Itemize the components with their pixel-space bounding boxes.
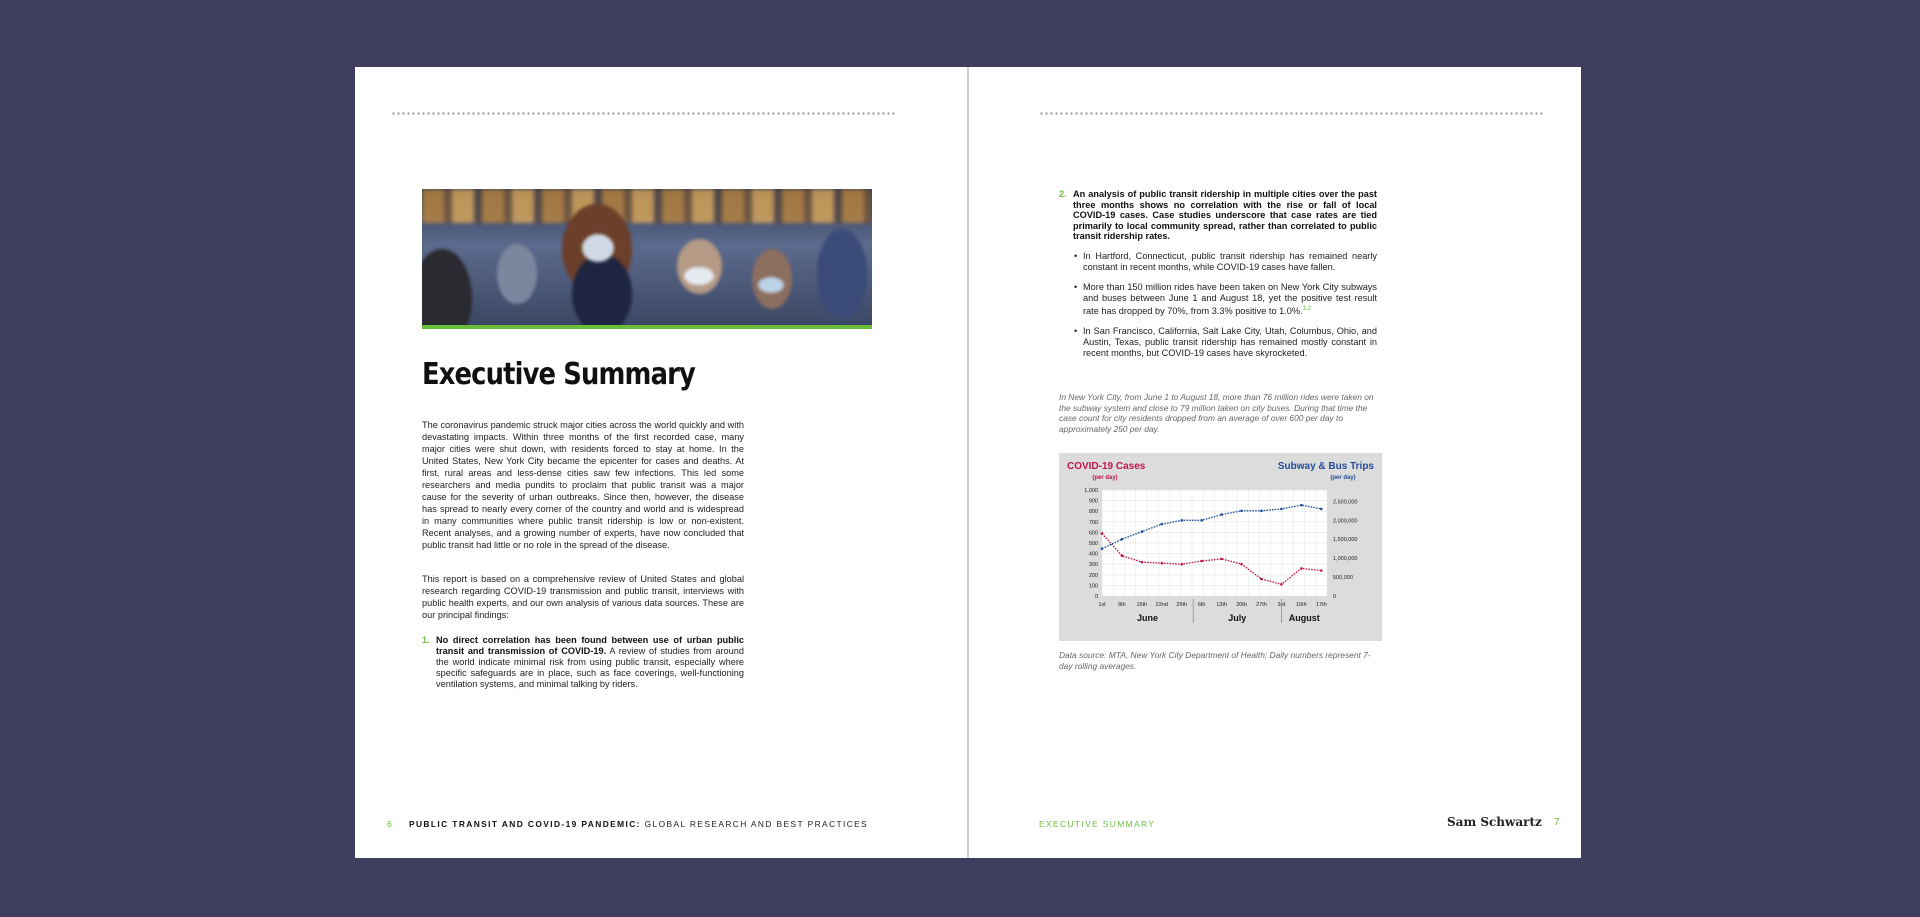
x-tick-label: 6th xyxy=(1197,602,1206,608)
page-number: 6 xyxy=(387,819,394,829)
data-point-cases xyxy=(1220,558,1223,561)
y-left-tick-label: 300 xyxy=(1088,562,1098,569)
document-spread xyxy=(355,67,1581,858)
chart-title-right: Subway & Bus Trips xyxy=(1277,461,1374,472)
data-point-trips xyxy=(1260,510,1263,513)
data-point-trips xyxy=(1240,510,1243,513)
bullet-item: • In Hartford, Connecticut, public transit ridership has remained nearly constant in recent months, while COVID-19 cases have fallen. xyxy=(1074,251,1377,273)
x-tick-label: 10th xyxy=(1296,602,1307,608)
data-point-trips xyxy=(1180,519,1183,522)
page-number: 7 xyxy=(1554,817,1560,828)
data-point-cases xyxy=(1280,583,1283,586)
y-left-tick-label: 100 xyxy=(1088,583,1098,590)
photo-accent-bar xyxy=(422,325,872,329)
x-tick-label: 15th xyxy=(1136,602,1148,608)
footer-title-bold: PUBLIC TRANSIT AND COVID-19 PANDEMIC: xyxy=(409,819,641,829)
y-right-tick-label: 500,000 xyxy=(1333,575,1353,582)
data-point-trips xyxy=(1320,508,1323,511)
finding-2-bullets xyxy=(1074,251,1377,368)
y-left-tick-label: 900 xyxy=(1088,498,1098,505)
ridership-cases-chart xyxy=(1059,453,1382,641)
right-page xyxy=(969,67,1581,858)
hero-photo xyxy=(422,189,872,329)
footer-title-rest: GLOBAL RESEARCH AND BEST PRACTICES xyxy=(640,819,869,829)
x-tick-label: 13th xyxy=(1216,602,1227,608)
finding-1 xyxy=(422,635,744,690)
dotted-rule xyxy=(391,112,897,115)
data-point-trips xyxy=(1220,513,1223,516)
x-tick-label: 3rd xyxy=(1277,602,1286,608)
x-tick-label: 1st xyxy=(1098,602,1106,608)
data-point-trips xyxy=(1161,523,1164,526)
chart-title-left: COVID-19 Cases xyxy=(1067,461,1146,472)
y-right-tick-label: 0 xyxy=(1333,594,1337,600)
data-point-cases xyxy=(1161,562,1164,565)
month-label: June xyxy=(1137,613,1159,623)
finding-2-headline: An analysis of public transit ridership in multiple cities over the past three months shows no correlation with the rise or fall of local COVID-19 cases. Case studies underscore that case rates are tied primarily to local community spread, rather than correlated to public transit ridership rates. xyxy=(1073,189,1377,241)
chart-source-caption: Data source: MTA, New York City Department of Health; Daily numbers represent 7-day rolling averages. xyxy=(1059,650,1371,671)
intro-paragraph: The coronavirus pandemic struck major cities across the world quickly and with devastating impacts. Within three months of the first recorded case, many major cities were shut down, with residents forced to stay at home. In the United States, New York City became the epicenter for cases and deaths. At first, rural areas and less-dense cities saw few infections. This led some researchers and media pundits to proclaim that public transit was a major cause for the severity of urban outbreaks. Since then, however, the disease has spread to nearly every corner of the country and world and is widespread in many communities where public transit ridership is low or non-existent. Recent analyses, and a growing number of experts, have now concluded that public transit had little or no role in the spread of the disease. xyxy=(422,420,744,550)
chart-subtitle-left: (per day) xyxy=(1092,475,1118,481)
chart-subtitle-right: (per day) xyxy=(1330,475,1356,481)
data-point-cases xyxy=(1180,563,1183,566)
y-right-tick-label: 1,000,000 xyxy=(1333,556,1358,563)
left-page xyxy=(355,67,967,858)
data-point-cases xyxy=(1320,569,1323,572)
month-label: July xyxy=(1228,613,1247,623)
data-point-cases xyxy=(1200,560,1203,563)
data-point-cases xyxy=(1260,578,1263,581)
left-footer xyxy=(387,819,868,829)
data-point-cases xyxy=(1121,554,1124,557)
y-left-tick-label: 1,000 xyxy=(1084,488,1098,494)
bullet-item: • In San Francisco, California, Salt Lake City, Utah, Columbus, Ohio, and Austin, Texas, public transit ridership has remained mostly constant in recent months, but COVID-19 cases have skyrocketed. xyxy=(1074,326,1377,359)
chart-svg xyxy=(1059,453,1382,641)
section-label: EXECUTIVE SUMMARY xyxy=(1039,819,1156,829)
y-left-tick-label: 200 xyxy=(1088,572,1098,579)
data-point-trips xyxy=(1141,530,1144,533)
dotted-rule xyxy=(1039,112,1545,115)
brand-logo-text: Sam Schwartz xyxy=(1447,815,1542,829)
x-tick-label: 27th xyxy=(1256,602,1267,608)
scope-paragraph: This report is based on a comprehensive review of United States and global research regarding COVID-19 transmission and public transit, interviews with public health experts, and our own analysis of various data sources. These are our principal findings: xyxy=(422,574,744,620)
data-point-trips xyxy=(1121,538,1124,541)
x-tick-label: 29th xyxy=(1176,602,1188,608)
y-left-tick-label: 0 xyxy=(1094,594,1098,600)
data-point-cases xyxy=(1101,532,1104,535)
finding-2 xyxy=(1059,189,1377,242)
data-point-trips xyxy=(1101,547,1104,550)
y-left-tick-label: 800 xyxy=(1088,509,1098,516)
finding-number: 1. xyxy=(422,635,430,645)
x-tick-label: 20th xyxy=(1236,602,1247,608)
y-left-tick-label: 600 xyxy=(1088,530,1098,537)
chart-intro-caption: In New York City, from June 1 to August 18, more than 76 million rides were taken on the subway system and close to 79 million taken on city buses. During that time the case count for city residents dropped from an average of over 600 per day to approximately 250 per day. xyxy=(1059,392,1374,434)
finding-1-headline: No direct correlation has been found between use of urban public transit and transmission of COVID-19. xyxy=(436,635,744,656)
y-right-tick-label: 1,500,000 xyxy=(1333,537,1358,544)
y-left-tick-label: 500 xyxy=(1088,541,1098,547)
data-point-cases xyxy=(1240,563,1243,566)
finding-1-text: A review of studies from around the world indicate minimal risk from using public transit, especially where specific safeguards are in place, such as face coverings, well-functioning ventilation systems, and minimal talking by riders. xyxy=(436,646,744,689)
y-left-tick-label: 400 xyxy=(1088,551,1098,558)
x-tick-label: 22nd xyxy=(1155,602,1168,608)
page-title: Executive Summary xyxy=(422,357,695,392)
data-point-cases xyxy=(1141,561,1144,564)
y-right-tick-label: 2,000,000 xyxy=(1333,518,1358,525)
y-right-tick-label: 2,500,000 xyxy=(1333,499,1358,506)
x-tick-label: 8th xyxy=(1118,602,1126,608)
bullet-item: • More than 150 million rides have been taken on New York City subways and buses between June 1 and August 18, yet the positive test result rate has dropped by 70%, from 3.3% positive to 1.0%.$^{1,2}$ xyxy=(1074,282,1377,317)
data-point-cases xyxy=(1300,567,1303,570)
finding-number: 2. xyxy=(1059,189,1067,199)
footnote-ref[interactable]: 1,2 xyxy=(1302,306,1311,312)
x-tick-label: 17th xyxy=(1315,602,1327,608)
data-point-trips xyxy=(1280,508,1283,511)
data-point-trips xyxy=(1300,504,1303,507)
data-point-trips xyxy=(1200,519,1203,522)
month-label: August xyxy=(1288,613,1320,623)
y-left-tick-label: 700 xyxy=(1088,519,1098,526)
